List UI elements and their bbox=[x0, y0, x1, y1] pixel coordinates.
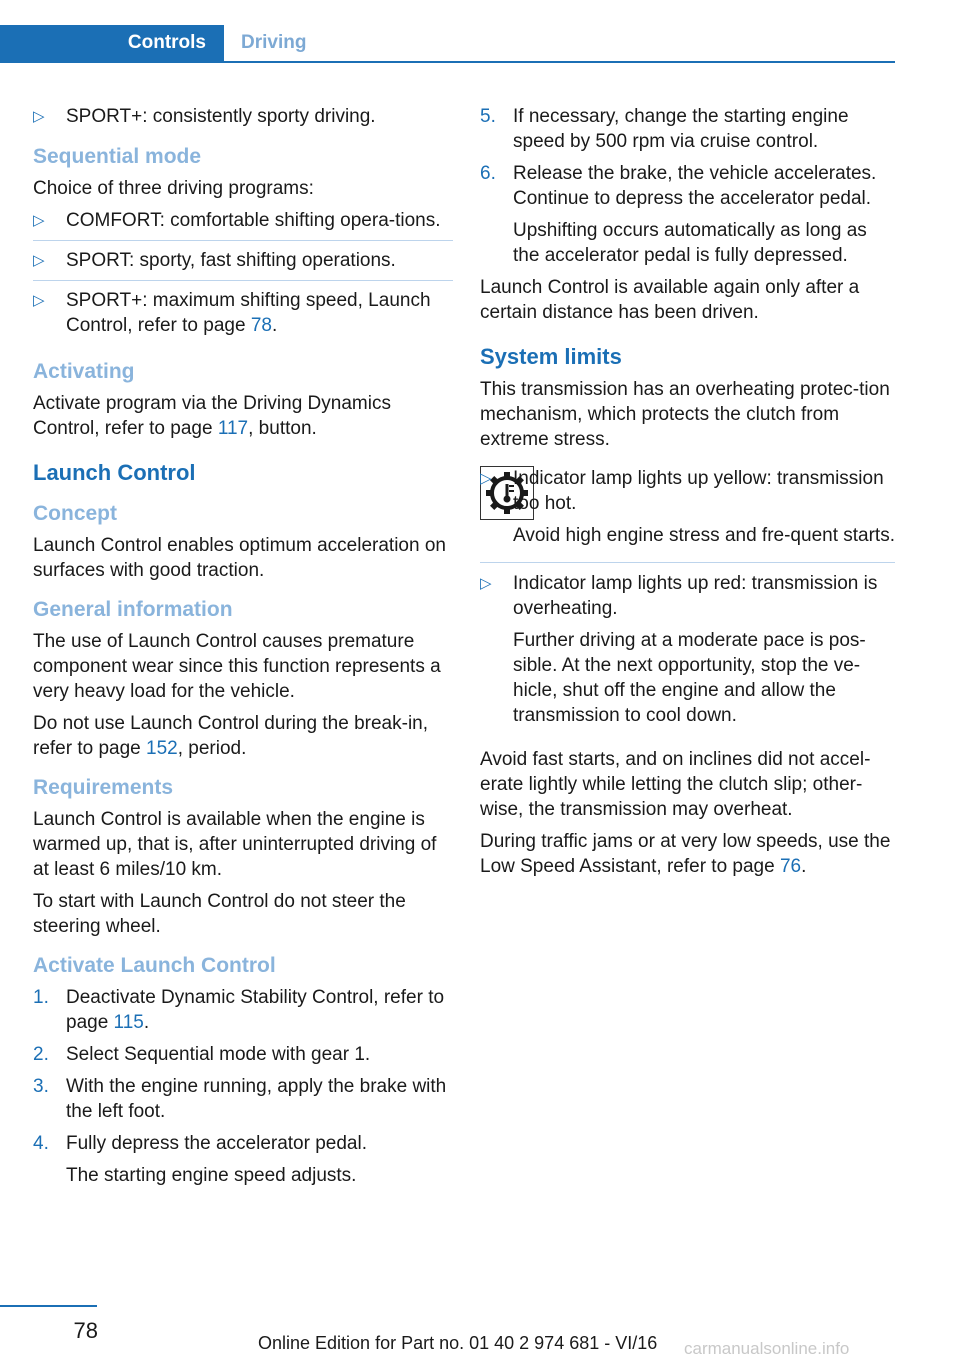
right-column bbox=[480, 104, 895, 886]
step-text: With the engine running, apply the brake with the left foot. bbox=[66, 1076, 447, 1122]
indicator-lamp-block bbox=[480, 466, 895, 555]
watermark: carmanualsonline.info bbox=[684, 1339, 850, 1358]
availability-text: Launch Control is available again only after a certain distance has been driven. bbox=[480, 277, 860, 323]
page-link-115[interactable]: 115 bbox=[113, 1012, 144, 1033]
list-item bbox=[33, 104, 453, 136]
triangle-right-icon: ▷ bbox=[33, 212, 45, 229]
step-text: Release the brake, the vehicle accelerates. Continue to depress the accelerator pedal. bbox=[513, 163, 877, 209]
list-item-text: SPORT+: maximum shifting speed, Launch Control, refer to page bbox=[66, 290, 431, 336]
section-heading-activating: Activating bbox=[33, 360, 135, 383]
list-item bbox=[33, 248, 453, 281]
concept-text: Launch Control enables optimum acceleration on surfaces with good traction. bbox=[33, 535, 446, 581]
intro-bullet-list bbox=[33, 104, 453, 136]
step-text: Deactivate Dynamic Stability Control, refer to page bbox=[66, 987, 445, 1033]
step-number: 3. bbox=[33, 1076, 49, 1097]
page-number: 78 bbox=[73, 1318, 98, 1343]
punctuation: . bbox=[143, 1012, 150, 1033]
step-text: Select Sequential mode with gear 1. bbox=[66, 1044, 371, 1065]
step-item bbox=[33, 1074, 453, 1124]
list-item bbox=[33, 288, 453, 345]
triangle-right-icon: ▷ bbox=[33, 252, 45, 269]
punctuation: . bbox=[801, 856, 807, 877]
text: Do not use Launch Control during the break-in, refer to page bbox=[33, 713, 429, 759]
section-heading-general-information: General information bbox=[33, 598, 233, 621]
left-column bbox=[33, 104, 453, 1195]
list-item-text: COMFORT: comfortable shifting opera-tions. bbox=[66, 210, 441, 231]
step-text: Fully depress the accelerator pedal. bbox=[66, 1133, 367, 1154]
step-subtext: Upshifting occurs automatically as long as the accelerator pedal is fully depressed. bbox=[513, 220, 867, 266]
step-item bbox=[33, 1131, 453, 1188]
activate-steps-list-continued bbox=[480, 104, 895, 268]
tab-driving[interactable]: Driving bbox=[241, 32, 307, 53]
page-link-117[interactable]: 117 bbox=[217, 418, 249, 439]
text: , button. bbox=[248, 418, 317, 439]
punctuation: . bbox=[271, 315, 278, 336]
tab-controls[interactable]: Controls bbox=[0, 25, 224, 61]
sequential-list bbox=[33, 208, 453, 345]
triangle-right-icon: ▷ bbox=[33, 292, 45, 309]
triangle-right-icon: ▷ bbox=[480, 575, 492, 592]
requirements-text-2: To start with Launch Control do not steer the steering wheel. bbox=[33, 891, 406, 937]
step-text: If necessary, change the starting engine speed by 500 rpm via cruise control. bbox=[513, 106, 849, 152]
section-heading-activate-launch-control: Activate Launch Control bbox=[33, 954, 276, 977]
section-heading-sequential: Sequential mode bbox=[33, 145, 202, 168]
step-number: 1. bbox=[33, 987, 49, 1008]
text: , period. bbox=[177, 738, 247, 759]
page-link-152[interactable]: 152 bbox=[146, 738, 178, 759]
page-link-78[interactable]: 78 bbox=[250, 315, 272, 336]
list-item-subtext: Avoid high engine stress and fre-quent starts. bbox=[513, 525, 895, 546]
section-heading-requirements: Requirements bbox=[33, 776, 174, 799]
low-speed-text bbox=[480, 829, 895, 879]
step-subtext: The starting engine speed adjusts. bbox=[66, 1165, 357, 1186]
lamp-red-list bbox=[480, 562, 895, 735]
section-heading-system-limits: System limits bbox=[480, 344, 622, 369]
step-item bbox=[33, 1042, 453, 1067]
step-item bbox=[33, 985, 453, 1035]
step-number: 4. bbox=[33, 1133, 49, 1154]
list-item bbox=[480, 571, 895, 735]
triangle-right-icon: ▷ bbox=[480, 470, 492, 487]
requirements-text-1: Launch Control is available when the engine is warmed up, that is, after uninterrupted driving of at least 6 miles/10 km. bbox=[33, 809, 437, 880]
list-item-text: Indicator lamp lights up yellow: transmission too hot. bbox=[513, 468, 884, 514]
step-number: 2. bbox=[33, 1044, 49, 1065]
triangle-right-icon: ▷ bbox=[33, 108, 45, 125]
activate-steps-list bbox=[33, 985, 453, 1188]
sequential-intro: Choice of three driving programs: bbox=[33, 178, 314, 199]
step-item bbox=[480, 161, 895, 268]
list-item-text: SPORT: sporty, fast shifting operations. bbox=[66, 250, 396, 271]
list-item-text: SPORT+: consistently sporty driving. bbox=[66, 106, 376, 127]
step-number: 6. bbox=[480, 163, 496, 184]
footer-rule bbox=[0, 1305, 97, 1307]
section-heading-concept: Concept bbox=[33, 502, 117, 525]
text: During traffic jams or at very low speeds, use the Low Speed Assistant, refer to page bbox=[480, 831, 891, 877]
general-text-2 bbox=[33, 711, 453, 761]
list-item bbox=[480, 466, 895, 555]
step-number: 5. bbox=[480, 106, 496, 127]
edition-text: Online Edition for Part no. 01 40 2 974 681 - VI/16 bbox=[258, 1333, 658, 1353]
list-item bbox=[33, 208, 453, 241]
general-text-1: The use of Launch Control causes premature component wear since this function represents a very heavy load for the vehicle. bbox=[33, 631, 441, 702]
list-item-text: Indicator lamp lights up red: transmission is overheating. bbox=[513, 573, 878, 619]
section-heading-launch-control: Launch Control bbox=[33, 460, 196, 485]
lamp-yellow-list bbox=[480, 466, 895, 555]
text: Activate program via the Driving Dynamics Control, refer to page bbox=[33, 393, 391, 439]
activating-text bbox=[33, 391, 453, 441]
system-limits-text: This transmission has an overheating protec-tion mechanism, which protects the clutch from extreme stress. bbox=[480, 379, 890, 450]
step-item bbox=[480, 104, 895, 154]
overheat-text: Avoid fast starts, and on inclines did not accel-erate lightly while letting the clutch slip; other-wise, the transmission may overheat. bbox=[480, 749, 871, 820]
page-link-76[interactable]: 76 bbox=[779, 856, 802, 877]
header-bar bbox=[0, 25, 895, 63]
list-item-subtext: Further driving at a moderate pace is pos-sible. At the next opportunity, stop the ve-hicle, shut off the engine and allow the transmission to cool down. bbox=[513, 630, 866, 726]
